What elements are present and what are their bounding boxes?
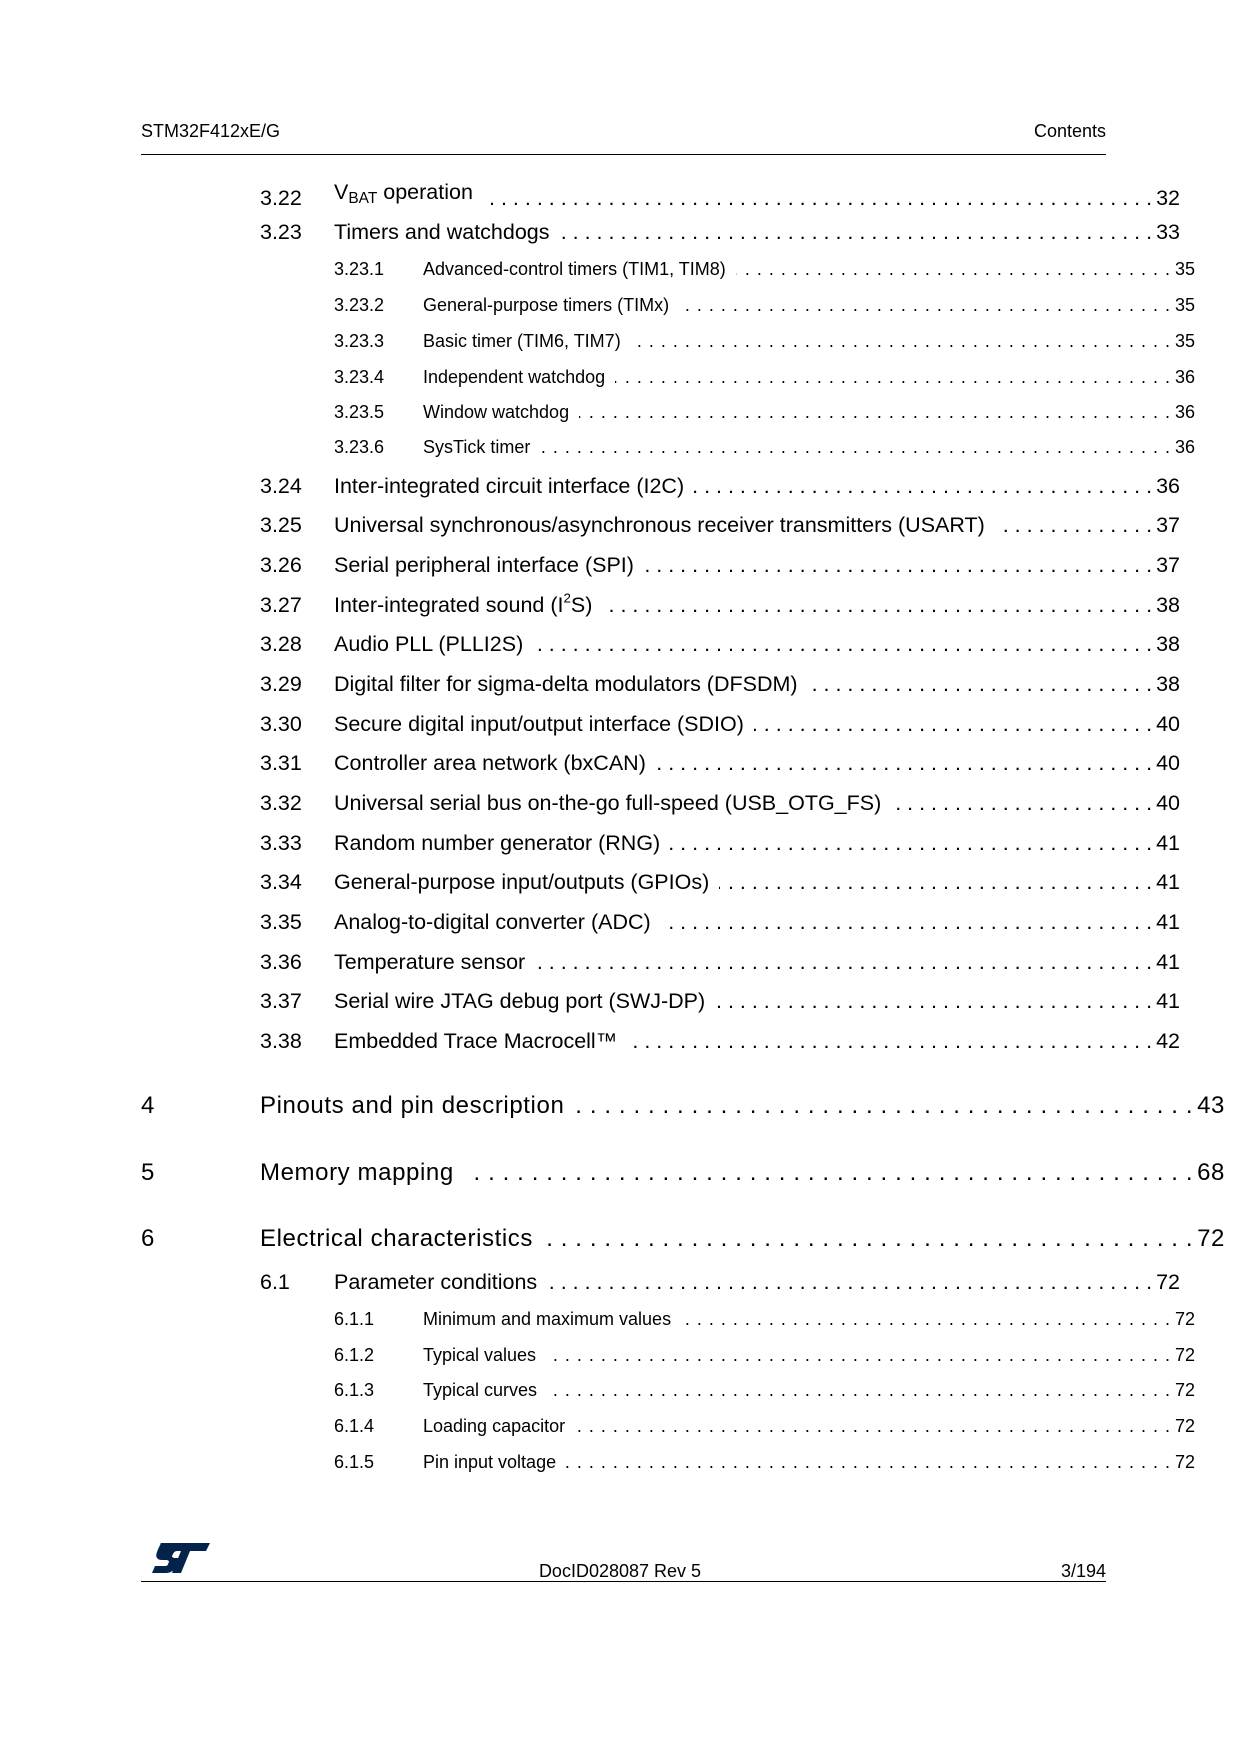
toc-dot-leader [656, 750, 1152, 777]
toc-entry-page[interactable]: 33 [1156, 220, 1180, 244]
toc-entry-number: 4 [141, 1092, 155, 1119]
toc-entry-title[interactable]: Loading capacitor [423, 1416, 566, 1436]
toc-entry-title[interactable]: Timers and watchdogs [334, 220, 550, 244]
toc-entry-page[interactable]: 72 [1174, 1345, 1195, 1365]
toc-dot-leader [694, 473, 1152, 500]
toc-entry[interactable] [334, 1344, 1195, 1367]
toc-dot-leader [575, 1415, 1171, 1438]
toc-entry[interactable] [260, 590, 1180, 619]
toc-entry-page[interactable]: 72 [1156, 1270, 1180, 1294]
toc-dot-leader [560, 219, 1153, 246]
toc-entry-title[interactable]: Independent watchdog [423, 367, 606, 387]
toc-entry[interactable] [334, 258, 1195, 281]
toc-entry-number: 3.30 [260, 712, 302, 736]
toc-entry-title[interactable]: Pin input voltage [423, 1452, 557, 1472]
toc-dot-leader [535, 949, 1152, 976]
toc-entry-page[interactable]: 72 [1174, 1309, 1195, 1329]
toc-entry-title[interactable]: Universal serial bus on-the-go full-speed (USB_OTG_FS) [334, 791, 882, 815]
toc-entry-page[interactable]: 41 [1156, 989, 1180, 1013]
toc-entry[interactable] [141, 1158, 1225, 1188]
toc-entry-title[interactable]: General-purpose timers (TIMx) [423, 295, 670, 315]
toc-entry-page[interactable]: 41 [1156, 910, 1180, 934]
toc-entry-page[interactable]: 72 [1174, 1416, 1195, 1436]
toc-entry[interactable] [260, 909, 1180, 936]
toc-dot-leader [736, 258, 1171, 281]
toc-entry-page[interactable]: 37 [1156, 513, 1180, 537]
running-header-section: Contents [1033, 121, 1106, 141]
toc-entry-number: 3.38 [260, 1029, 302, 1053]
toc-dot-leader [681, 1308, 1171, 1331]
toc-entry[interactable] [334, 401, 1195, 424]
toc-entry-page[interactable]: 35 [1174, 259, 1195, 279]
toc-dot-leader [661, 909, 1152, 936]
toc-entry-title[interactable]: Advanced-control timers (TIM1, TIM8) [423, 259, 726, 279]
toc-entry-title[interactable]: $V_{BAT}$ operation [334, 180, 473, 207]
toc-entry-number: 3.25 [260, 513, 302, 537]
toc-entry[interactable] [260, 988, 1180, 1015]
toc-dot-leader [808, 671, 1153, 698]
toc-entry[interactable] [260, 512, 1180, 539]
toc-entry-page[interactable]: 40 [1156, 712, 1180, 736]
toc-entry-page[interactable]: 42 [1156, 1029, 1180, 1053]
toc-dot-leader [715, 988, 1152, 1015]
toc-entry-number: 6.1.3 [334, 1380, 375, 1400]
toc-entry[interactable] [260, 671, 1180, 698]
toc-entry-number: 5 [141, 1159, 155, 1186]
toc-entry[interactable] [334, 1308, 1195, 1331]
toc-entry[interactable] [334, 294, 1195, 317]
toc-entry-number: 6.1.4 [334, 1416, 375, 1436]
toc-entry-page[interactable]: 32 [1156, 185, 1180, 210]
toc-dot-leader [891, 790, 1152, 817]
toc-dot-leader [547, 1269, 1152, 1296]
toc-entry-page[interactable]: 36 [1174, 402, 1195, 422]
toc-entry[interactable] [260, 552, 1180, 579]
toc-entry-title[interactable]: Basic timer (TIM6, TIM7) [423, 331, 621, 351]
toc-entry-title[interactable]: Pinouts and pin description [260, 1092, 565, 1119]
toc-entry-page[interactable]: 38 [1156, 632, 1180, 656]
toc-entry[interactable] [260, 179, 1180, 212]
toc-entry-title[interactable]: Audio PLL (PLLI2S) [334, 632, 524, 656]
toc-entry-page[interactable]: 36 [1156, 474, 1180, 498]
toc-entry[interactable] [260, 869, 1180, 896]
toc-entry[interactable] [260, 1269, 1180, 1296]
toc-entry-number: 3.35 [260, 910, 302, 934]
toc-entry-number: 3.23.1 [334, 259, 385, 279]
toc-entry[interactable] [334, 1379, 1195, 1402]
toc-entry-page[interactable]: 38 [1156, 593, 1180, 617]
toc-entry[interactable] [334, 330, 1195, 353]
toc-entry-title[interactable]: Inter-integrated sound $(I^2S)$ [334, 590, 593, 617]
toc-entry-number: 3.23 [260, 220, 302, 244]
toc-entry[interactable] [260, 711, 1180, 738]
running-header-part-number: STM32F412xE/G [141, 121, 281, 141]
toc-entry-title[interactable]: Inter-integrated circuit interface (I2C) [334, 474, 685, 498]
toc-dot-leader [679, 294, 1171, 317]
toc-entry-number: 3.23.4 [334, 367, 385, 387]
toc-dot-leader [566, 1451, 1171, 1474]
toc-entry[interactable] [334, 1415, 1195, 1438]
toc-dot-leader [995, 512, 1152, 539]
toc-entry-number: 3.29 [260, 672, 302, 696]
toc-entry-number: 3.37 [260, 989, 302, 1013]
toc-entry-title[interactable]: SysTick timer [423, 437, 531, 457]
toc-dot-leader [540, 436, 1171, 459]
toc-entry-number: 3.23.2 [334, 295, 385, 315]
toc-dot-leader [547, 1379, 1171, 1402]
toc-entry-title[interactable]: Universal synchronous/asynchronous receiver transmitters (USART) [334, 513, 985, 537]
toc-entry-title[interactable]: Typical curves [423, 1380, 538, 1400]
toc-entry-page[interactable]: 36 [1174, 437, 1195, 457]
toc-entry-page[interactable]: 35 [1174, 331, 1195, 351]
toc-dot-leader [644, 552, 1152, 579]
toc-entry[interactable] [334, 366, 1195, 389]
toc-entry-number: 3.33 [260, 831, 302, 855]
toc-dot-leader [615, 366, 1171, 389]
toc-entry-number: 3.27 [260, 593, 302, 617]
toc-entry-title[interactable]: Minimum and maximum values [423, 1309, 672, 1329]
toc-entry-number: 6.1.1 [334, 1309, 375, 1329]
toc-entry-number: 6.1 [260, 1270, 290, 1294]
toc-entry-number: 6.1.2 [334, 1345, 375, 1365]
toc-dot-leader [546, 1344, 1171, 1367]
toc-entry-title[interactable]: Parameter conditions [334, 1270, 538, 1294]
toc-dot-leader [631, 330, 1171, 353]
toc-entry[interactable] [260, 631, 1180, 658]
toc-entry[interactable] [141, 1091, 1225, 1121]
toc-entry-title[interactable]: Memory mapping [260, 1159, 454, 1186]
toc-entry-number: 6.1.5 [334, 1452, 375, 1472]
toc-entry-title[interactable]: Temperature sensor [334, 950, 526, 974]
toc-entry-title[interactable]: Serial wire JTAG debug port (SWJ-DP) [334, 989, 706, 1013]
toc-entry-page[interactable]: 41 [1156, 831, 1180, 855]
toc-entry-number: 3.24 [260, 474, 302, 498]
toc-entry-title[interactable]: Typical values [423, 1345, 537, 1365]
toc-entry-title[interactable]: Analog-to-digital converter (ADC) [334, 910, 651, 934]
toc-entry-page[interactable]: 38 [1156, 672, 1180, 696]
toc-dot-leader [627, 1028, 1152, 1055]
toc-dot-leader [464, 1158, 1193, 1188]
toc-dot-leader [754, 711, 1152, 738]
toc-entry-number: 3.22 [260, 185, 302, 210]
toc-dot-leader [670, 830, 1152, 857]
toc-entry-title[interactable]: Window watchdog [423, 402, 570, 422]
footer-document-id: DocID028087 Rev 5 [538, 1561, 702, 1581]
toc-entry-number: 6 [141, 1225, 155, 1252]
toc-entry[interactable] [260, 750, 1180, 777]
toc-entry-number: 3.23.3 [334, 331, 385, 351]
toc-entry[interactable] [260, 949, 1180, 976]
toc-entry-number: 3.26 [260, 553, 302, 577]
toc-entry-title[interactable]: Embedded Trace Macrocell™ [334, 1029, 618, 1053]
toc-entry-number: 3.34 [260, 870, 302, 894]
toc-entry[interactable] [260, 790, 1180, 817]
toc-entry-page[interactable]: 40 [1156, 751, 1180, 775]
toc-dot-leader [602, 592, 1152, 619]
toc-entry-page[interactable]: 41 [1156, 870, 1180, 894]
toc-dot-leader [483, 185, 1152, 212]
toc-dot-leader [579, 401, 1171, 424]
toc-entry[interactable] [260, 219, 1180, 246]
toc-entry-page[interactable]: 72 [1174, 1380, 1195, 1400]
toc-entry-page[interactable]: 37 [1156, 553, 1180, 577]
toc-entry[interactable] [334, 1451, 1195, 1474]
toc-dot-leader [543, 1224, 1193, 1254]
toc-entry-title[interactable]: Digital filter for sigma-delta modulators (DFSDM) [334, 672, 798, 696]
toc-entry-number: 3.23.6 [334, 437, 385, 457]
toc-entry-page[interactable]: 35 [1174, 295, 1195, 315]
footer-rule [141, 1581, 1106, 1582]
toc-entry-page[interactable]: 36 [1174, 367, 1195, 387]
toc-dot-leader [533, 631, 1152, 658]
toc-entry-page[interactable]: 41 [1156, 950, 1180, 974]
toc-dot-leader [719, 869, 1152, 896]
toc-entry-page[interactable]: 72 [1197, 1225, 1225, 1252]
toc-dot-leader [574, 1091, 1193, 1121]
toc-entry[interactable] [260, 1028, 1180, 1055]
footer-page-number: 3/194 [1060, 1561, 1106, 1581]
toc-entry-title[interactable]: Electrical characteristics [260, 1225, 534, 1252]
toc-entry-page[interactable]: 43 [1197, 1092, 1225, 1119]
toc-entry-number: 3.28 [260, 632, 302, 656]
toc-entry[interactable] [334, 436, 1195, 459]
toc-entry[interactable] [260, 473, 1180, 500]
toc-entry-page[interactable]: 72 [1174, 1452, 1195, 1472]
toc-entry-number: 3.36 [260, 950, 302, 974]
toc-entry-number: 3.32 [260, 791, 302, 815]
toc-entry-page[interactable]: 40 [1156, 791, 1180, 815]
toc-entry[interactable] [141, 1224, 1225, 1254]
toc-entry-number: 3.23.5 [334, 402, 385, 422]
toc-entry-title[interactable]: Controller area network (bxCAN) [334, 751, 646, 775]
toc-entry-title[interactable]: Secure digital input/output interface (SDIO) [334, 712, 744, 736]
toc-entry-title[interactable]: Serial peripheral interface (SPI) [334, 553, 634, 577]
toc-entry[interactable] [260, 830, 1180, 857]
toc-entry-page[interactable]: 68 [1197, 1159, 1225, 1186]
toc-entry-title[interactable]: General-purpose input/outputs (GPIOs) [334, 870, 710, 894]
toc-entry-title[interactable]: Random number generator (RNG) [334, 831, 661, 855]
toc-entry-number: 3.31 [260, 751, 302, 775]
